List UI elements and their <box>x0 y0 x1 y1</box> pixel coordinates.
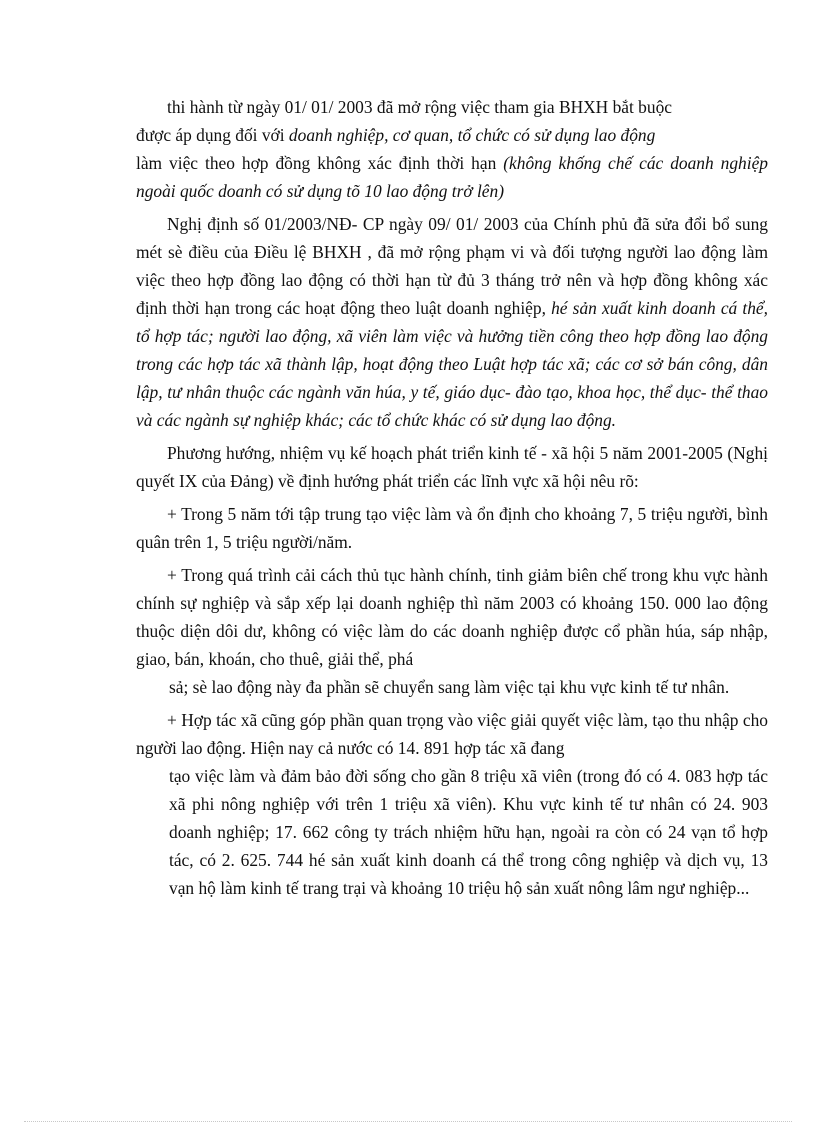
document-body <box>136 93 768 902</box>
paragraph-bullet-jobs <box>136 500 768 556</box>
italic-run: hé sản xuất kinh doanh cá thể, tổ hợp tác; người lao động, xã viên làm việc và hưởng tiền công theo hợp đồng lao động trong các hợp tác xã thành lập, hoạt động theo Luật hợp tác xã; các cơ sở bán công, dân lập, tư nhân thuộc các ngành văn húa, y tế, giáo dục- đào tạo, khoa học, thể dục- thể thao và các ngành sự nghiệp khác; các tổ chức khác có sử dụng lao động. <box>136 298 768 430</box>
paragraph-bullet-cooperatives-cont <box>136 762 768 902</box>
paragraph-bullet-admin-reform <box>136 561 768 673</box>
text-run: + Trong quá trình cải cách thủ tục hành chính, tinh giảm biên chế trong khu vực hành chính sự nghiệp và sắp xếp lại doanh nghiệp thì năm 2003 có khoảng 150. 000 lao động thuộc diện dôi dư, không có việc làm do các doanh nghiệp được cổ phần húa, sáp nhập, giao, bán, khoán, cho thuê, giải thể, phá <box>136 565 768 669</box>
paragraph-direction-2001-2005 <box>136 439 768 495</box>
text-run: + Trong 5 năm tới tập trung tạo việc làm và ổn định cho khoảng 7, 5 triệu người, bình quân trên 1, 5 triệu người/năm. <box>136 504 768 552</box>
text-run: + Hợp tác xã cũng góp phần quan trọng vào việc giải quyết việc làm, tạo thu nhập cho người lao động. Hiện nay cả nước có 14. 891 hợp tác xã đang <box>136 710 768 758</box>
paragraph-bullet-admin-reform-cont <box>136 673 768 701</box>
text-run: Nghị định số 01/2003/NĐ- CP ngày 09/ 01/ 2003 của Chính phủ đã sửa đổi bổ sung mét sè điều của Điều lệ BHXH , đã mở rộng phạm vi và đối tượng người lao động làm việc theo hợp đồng lao động có thời hạn từ đủ 3 tháng trở nên và hợp đồng không xác định thời hạn trong các hoạt động theo luật doanh nghiệp, <box>136 214 768 318</box>
text-run: sả; sè lao động này đa phần sẽ chuyển sang làm việc tại khu vực kinh tế tư nhân. <box>169 677 730 697</box>
italic-run: (không khống chế các doanh nghiệp ngoài quốc doanh có sử dụng tõ 10 lao động trở lên) <box>136 153 768 201</box>
text-run: thi hành từ ngày 01/ 01/ 2003 đã mở rộng việc tham gia BHXH bắt buộc <box>167 97 672 117</box>
paragraph-bhxh-scope <box>136 93 768 205</box>
text-run: làm việc theo hợp đồng không xác định thời hạn <box>136 153 504 173</box>
italic-run: doanh nghiệp, cơ quan, tổ chức có sử dụng lao động <box>288 125 656 145</box>
paragraph-decree-01-2003 <box>136 210 768 434</box>
paragraph-bullet-cooperatives <box>136 706 768 762</box>
text-run: tạo việc làm và đảm bảo đời sống cho gần 8 triệu xã viên (trong đó có 4. 083 hợp tác xã phi nông nghiệp với trên 1 triệu xã viên). Khu vực kinh tế tư nhân có 24. 903 doanh nghiệp; 17. 662 công ty trách nhiệm hữu hạn, ngoài ra còn có 24 vạn tổ hợp tác, có 2. 625. 744 hé sản xuất kinh doanh cá thể trong công nghiệp và dịch vụ, 13 vạn hộ làm kinh tế trang trại và khoảng 10 triệu hộ sản xuất nông lâm ngư nghiệp... <box>169 766 768 898</box>
text-run: được áp dụng đối với <box>136 125 289 145</box>
page-bottom-divider <box>24 1121 792 1122</box>
text-run: Phương hướng, nhiệm vụ kế hoạch phát triển kinh tế - xã hội 5 năm 2001-2005 (Nghị quyết IX của Đảng) về định hướng phát triển các lĩnh vực xã hội nêu rõ: <box>136 443 768 491</box>
